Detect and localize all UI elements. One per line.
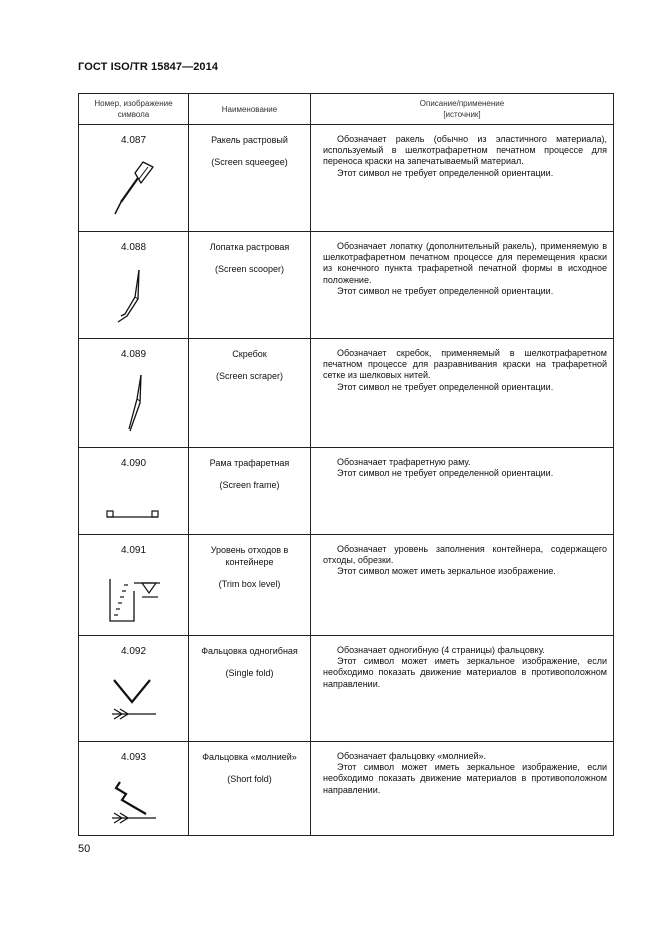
symbol-number: 4.092 <box>120 646 147 657</box>
symbol-name-english: (Screen scooper) <box>214 264 285 274</box>
description-text: Обозначает лопатку (дополнительный ракель), применяемую в шелкотрафаретном печатном процессе для перемещения краски из конечного пункта трафаретной печатной формы в исходное положение. <box>323 241 607 285</box>
page-number: 50 <box>78 843 91 855</box>
symbol-name-english: (Trim box level) <box>218 579 281 589</box>
orientation-note: Этот символ не требует определенной ориентации. <box>337 381 554 392</box>
orientation-note: Этот символ может иметь зеркальное изображение. <box>337 566 556 577</box>
symbol-number: 4.089 <box>120 349 147 360</box>
table-row <box>79 339 614 448</box>
single-fold-icon <box>104 676 164 720</box>
symbol-name: Фальцовка одногибная <box>201 646 298 656</box>
screen-frame-icon <box>104 508 164 522</box>
description-cell <box>311 232 614 339</box>
symbol-name-english: (Screen squeegee) <box>211 157 288 167</box>
description-cell <box>311 535 614 636</box>
symbol-cell <box>79 448 189 535</box>
description-text: Обозначает уровень заполнения контейнера, содержащего отходы, обрезки. <box>323 544 607 566</box>
column-header-description <box>311 94 614 125</box>
name-cell <box>189 636 311 742</box>
symbol-cell <box>79 742 189 836</box>
description-cell <box>311 742 614 836</box>
table-row <box>79 125 614 232</box>
short-fold-icon <box>104 780 164 826</box>
table-row <box>79 448 614 535</box>
symbol-number: 4.087 <box>120 135 147 146</box>
description-cell <box>311 448 614 535</box>
symbol-name-english: (Screen scraper) <box>215 371 284 381</box>
name-cell <box>189 339 311 448</box>
description-text: Обозначает скребок, применяемый в шелкотрафаретном печатном процессе для разравнивания краски на трафаретной сетке из шелковых нитей. <box>323 348 607 381</box>
table-row <box>79 742 614 836</box>
screen-scraper-icon <box>109 373 159 435</box>
screen-squeegee-icon <box>109 161 159 221</box>
column-header-number: Номер, изображение символа <box>79 94 189 125</box>
screen-scooper-icon <box>109 268 159 328</box>
symbol-number: 4.093 <box>120 752 147 763</box>
description-text: Обозначает фальцовку «молнией». <box>337 751 487 761</box>
orientation-note: Этот символ не требует определенной ориентации. <box>337 167 554 178</box>
symbol-name: Скребок <box>232 349 267 359</box>
mirror-note: Этот символ может иметь зеркальное изображение, если необходимо показать движение материалов в противоположном направлении. <box>323 762 607 795</box>
symbol-name: Фальцовка «молнией» <box>202 752 297 762</box>
document-header: ГОСТ ISO/TR 15847—2014 <box>78 61 219 73</box>
orientation-note: Этот символ не требует определенной ориентации. <box>337 468 554 479</box>
description-cell <box>311 636 614 742</box>
description-cell <box>311 125 614 232</box>
symbol-cell <box>79 125 189 232</box>
symbol-name: Ракель растровый <box>211 135 288 145</box>
symbol-cell <box>79 339 189 448</box>
symbol-cell <box>79 232 189 339</box>
column-header-description-title: Описание/применение <box>419 99 505 108</box>
table-header-row <box>79 94 614 125</box>
symbol-name: Рама трафаретная <box>209 458 290 468</box>
trim-box-level-icon <box>104 571 164 627</box>
table-row <box>79 636 614 742</box>
symbol-name-english: (Short fold) <box>227 774 272 784</box>
symbol-number: 4.091 <box>120 545 147 556</box>
symbol-name-english: (Screen frame) <box>219 480 280 490</box>
symbol-name-english: (Single fold) <box>225 668 274 678</box>
description-text: Обозначает трафаретную раму. <box>337 457 471 467</box>
name-cell <box>189 125 311 232</box>
table-row <box>79 535 614 636</box>
mirror-note: Этот символ может иметь зеркальное изображение, если необходимо показать движение материалов в противоположном направлении. <box>323 656 607 689</box>
description-text: Обозначает одногибную (4 страницы) фальцовку. <box>337 645 545 655</box>
column-header-description-source: [источник] <box>443 110 481 119</box>
column-header-name: Наименование <box>189 94 311 125</box>
symbols-table <box>78 93 614 836</box>
description-cell <box>311 339 614 448</box>
name-cell <box>189 742 311 836</box>
symbol-name: Уровень отходов в контейнере <box>210 545 289 567</box>
name-cell <box>189 448 311 535</box>
symbol-number: 4.088 <box>120 242 147 253</box>
symbol-cell <box>79 535 189 636</box>
symbol-name: Лопатка растровая <box>209 242 290 252</box>
name-cell <box>189 535 311 636</box>
description-text: Обозначает ракель (обычно из эластичного материала), используемый в шелкотрафаретном печатном процессе для переноса краски на запечатываемый материал. <box>323 134 607 167</box>
symbol-number: 4.090 <box>120 458 147 469</box>
table-row <box>79 232 614 339</box>
name-cell <box>189 232 311 339</box>
orientation-note: Этот символ не требует определенной ориентации. <box>337 285 554 296</box>
symbol-cell <box>79 636 189 742</box>
